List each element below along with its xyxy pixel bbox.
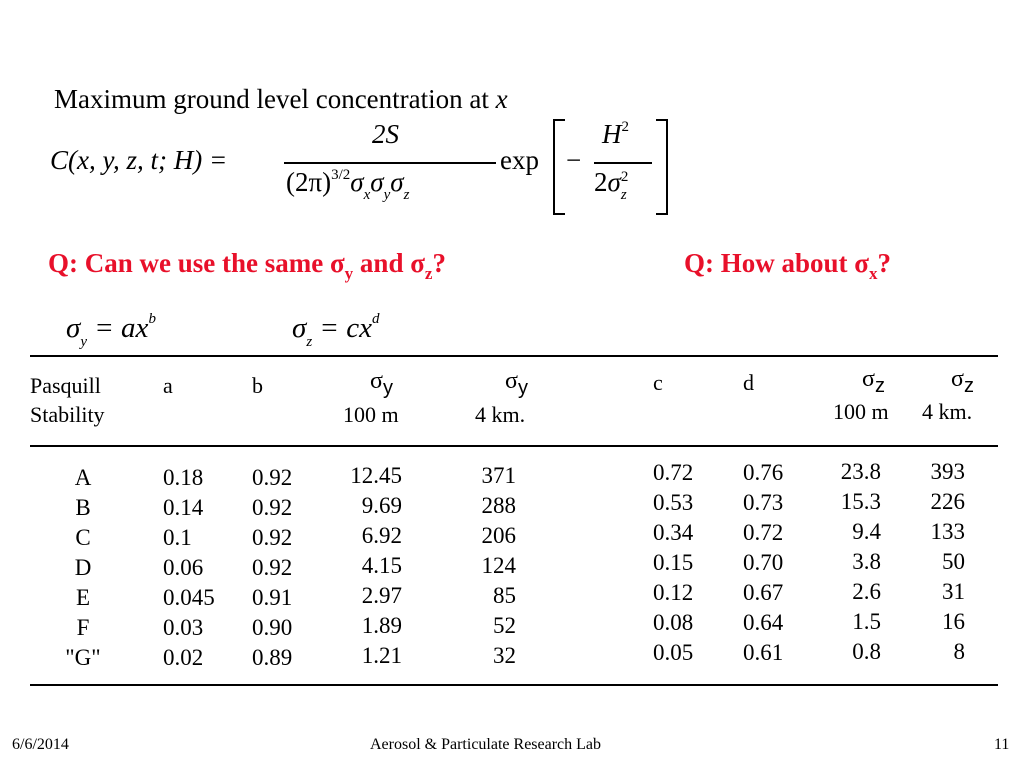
formula-minus: − [566, 145, 582, 175]
cell-d: 0.70 [743, 550, 784, 575]
formula-denominator: $(2\pi)^{3/2}\sigma_x\sigma_y\sigma_z$ [286, 167, 410, 203]
right-bracket [656, 119, 668, 215]
header-pasquill: Pasquill [30, 373, 101, 398]
inner-fraction-bar [594, 162, 652, 164]
inner-numerator: $H^2$ [602, 119, 629, 149]
cell-sy100: 1.21 [361, 643, 402, 668]
cell-c: 0.05 [653, 640, 694, 665]
cell-cls: A [74, 465, 92, 490]
cell-sz4k: 393 [930, 459, 965, 484]
cell-d: 0.76 [743, 460, 784, 485]
cell-sy100: 1.89 [361, 613, 402, 638]
cell-a: 0.1 [163, 525, 192, 550]
header-a: a [163, 373, 173, 398]
header-sigma-z-100: $\sigma_z$ [862, 366, 885, 397]
cell-c: 0.15 [653, 550, 694, 575]
cell-sz4k: 133 [930, 519, 965, 544]
cell-cls: F [76, 615, 90, 640]
cell-sz100: 23.8 [840, 459, 881, 484]
cell-sy4k: 85 [493, 583, 516, 608]
cell-b: 0.91 [252, 585, 293, 610]
cell-sy4k: 288 [481, 493, 516, 518]
concentration-formula [50, 115, 680, 215]
left-bracket [553, 119, 565, 215]
formula-exp: exp [500, 145, 539, 175]
footer-lab-name: Aerosol & Particulate Research Lab [370, 736, 602, 753]
cell-c: 0.12 [653, 580, 694, 605]
cell-sz100: 2.6 [852, 579, 881, 604]
table-bottom-rule [30, 684, 998, 686]
sigma-y-power-law: $\sigma_y = ax^b$ [66, 311, 156, 350]
formula-numerator: 2S [372, 119, 399, 149]
header-sigma-y-100: $\sigma_y$ [370, 368, 393, 399]
cell-cls: E [75, 585, 91, 610]
cell-b: 0.89 [252, 645, 293, 670]
header-100m-y: 100 m [343, 402, 399, 427]
cell-cls: "G" [65, 645, 101, 670]
table-top-rule [30, 355, 998, 357]
cell-sz4k: 8 [953, 639, 965, 664]
cell-c: 0.72 [653, 460, 694, 485]
header-100m-z: 100 m [833, 399, 889, 424]
cell-cls: D [74, 555, 92, 580]
header-4km-z: 4 km. [922, 399, 973, 424]
cell-sy4k: 32 [493, 643, 516, 668]
cell-cls: C [75, 525, 91, 550]
cell-d: 0.72 [743, 520, 784, 545]
cell-sz4k: 50 [942, 549, 965, 574]
cell-sy100: 12.45 [350, 463, 402, 488]
cell-sz4k: 16 [942, 609, 965, 634]
cell-sz100: 3.8 [852, 549, 881, 574]
header-sigma-y-4k: $\sigma_y$ [505, 368, 528, 399]
footer-date: 6/6/2014 [12, 736, 69, 753]
cell-b: 0.92 [252, 555, 293, 580]
header-stability: Stability [30, 402, 105, 427]
cell-sz4k: 226 [930, 489, 965, 514]
cell-sz4k: 31 [942, 579, 965, 604]
footer-page-number: 11 [994, 736, 1010, 753]
cell-sy100: 2.97 [361, 583, 402, 608]
cell-sy4k: 206 [481, 523, 516, 548]
header-d: d [743, 370, 754, 395]
cell-d: 0.64 [743, 610, 784, 635]
question-same-sigma: Q: Can we use the same $\sigma_y$ and $\sigma_z$? [48, 248, 446, 283]
cell-sz100: 9.4 [852, 519, 881, 544]
cell-sy4k: 52 [493, 613, 516, 638]
cell-a: 0.06 [163, 555, 204, 580]
formula-fraction-bar [284, 162, 496, 164]
table-header-rule [30, 445, 998, 447]
cell-a: 0.14 [163, 495, 204, 520]
inner-denominator: 2σ 2 z [594, 167, 629, 203]
header-sigma-z-4k: $\sigma_z$ [951, 366, 974, 397]
question-sigma-x: Q: How about $\sigma_x$? [684, 248, 891, 283]
cell-sy100: 9.69 [361, 493, 402, 518]
cell-sy4k: 371 [481, 463, 516, 488]
cell-sz100: 0.8 [852, 639, 881, 664]
cell-a: 0.045 [163, 585, 215, 610]
header-b: b [252, 373, 263, 398]
slide-heading: Maximum ground level concentration at x [54, 84, 508, 114]
formula-lhs: C(x, y, z, t; H) = [50, 145, 228, 175]
cell-b: 0.92 [252, 525, 293, 550]
sigma-z-power-law: $\sigma_z = cx^d$ [292, 311, 380, 350]
cell-b: 0.92 [252, 465, 293, 490]
cell-sy4k: 124 [481, 553, 516, 578]
cell-c: 0.53 [653, 490, 694, 515]
cell-a: 0.02 [163, 645, 204, 670]
cell-a: 0.03 [163, 615, 204, 640]
cell-b: 0.92 [252, 495, 293, 520]
cell-sy100: 6.92 [361, 523, 402, 548]
cell-sz100: 15.3 [840, 489, 881, 514]
cell-d: 0.73 [743, 490, 784, 515]
cell-sz100: 1.5 [852, 609, 881, 634]
header-c: c [653, 370, 663, 395]
cell-b: 0.90 [252, 615, 293, 640]
cell-c: 0.34 [653, 520, 694, 545]
header-4km-y: 4 km. [475, 402, 526, 427]
cell-sy100: 4.15 [361, 553, 402, 578]
cell-d: 0.61 [743, 640, 784, 665]
cell-d: 0.67 [743, 580, 784, 605]
cell-cls: B [75, 495, 91, 520]
cell-a: 0.18 [163, 465, 204, 490]
cell-c: 0.08 [653, 610, 694, 635]
